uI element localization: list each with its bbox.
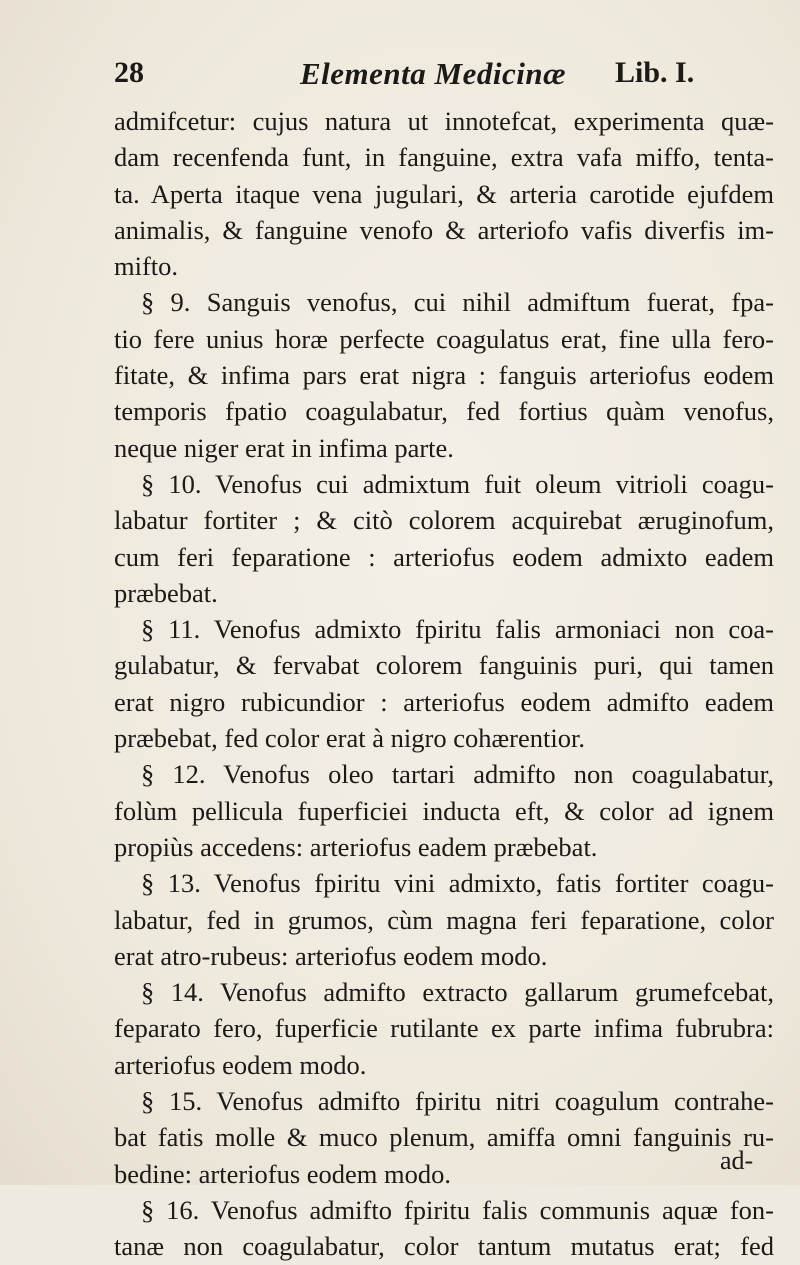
text-line: erat atro-rubeus: arteriofus eodem modo. [114, 940, 548, 971]
text-line: cum feri feparatione : arteriofus eodem admixto eadem [114, 541, 774, 572]
text-line: neque niger erat in infima parte. [114, 432, 454, 463]
text-line: labatur fortiter ; & citò colorem acquirebat æruginofum, [114, 505, 774, 536]
text-line: folùm pellicula fuperficiei inducta eft, & color ad ignem [114, 795, 774, 826]
text-line: § 9. Sanguis venofus, cui nihil admiftum fuerat, fpa- [141, 287, 774, 318]
book-reference: Lib. I. [615, 56, 695, 89]
text-line: erat nigro rubicundior : arteriofus eodem admifto eadem [114, 686, 774, 717]
text-line: præbebat, fed color erat à nigro cohærentior. [114, 723, 585, 754]
running-title: Elementa Medicinæ [300, 56, 566, 91]
text-line: propiùs accedens: arteriofus eadem præbebat. [114, 831, 598, 862]
text-line: § 12. Venofus oleo tartari admifto non coagulabatur, [141, 759, 774, 790]
text-body [114, 103, 774, 1265]
text-line: tio fere unius horæ perfecte coagulatus erat, fine ulla fero- [114, 323, 774, 354]
text-line: arteriofus eodem modo. [114, 1049, 367, 1080]
text-line: ta. Aperta itaque vena jugulari, & arteria carotide ejufdem [114, 178, 774, 209]
text-line: mifto. [114, 251, 179, 282]
page-header [0, 56, 800, 100]
text-line: gulabatur, & fervabat colorem fanguinis puri, qui tamen [114, 650, 774, 681]
text-line: præbebat. [114, 577, 218, 608]
text-line: tanæ non coagulabatur, color tantum mutatus erat; fed [114, 1231, 774, 1262]
text-line: admifcetur: cujus natura ut innotefcat, experimenta quæ- [114, 106, 774, 136]
page-number: 28 [114, 56, 144, 89]
text-line: fitate, & infima pars erat nigra : fanguis arteriofus eodem [114, 360, 774, 391]
text-line: animalis, & fanguine venofo & arteriofo vafis diverfis im- [114, 214, 774, 245]
text-line: temporis fpatio coagulabatur, fed fortius quàm venofus, [114, 396, 774, 427]
text-line: § 16. Venofus admifto fpiritu falis communis aquæ fon- [141, 1194, 774, 1225]
text-line: § 13. Venofus fpiritu vini admixto, fatis fortiter coagu- [141, 868, 774, 899]
catchword: ad- [720, 1146, 754, 1175]
text-line: dam recenfenda funt, in fanguine, extra vafa miffo, tenta- [114, 142, 774, 173]
text-line: § 14. Venofus admifto extracto gallarum grumefcebat, [141, 977, 774, 1008]
text-line: labatur, fed in grumos, cùm magna feri feparatione, color [114, 904, 774, 935]
text-line: § 10. Venofus cui admixtum fuit oleum vitrioli coagu- [141, 468, 774, 499]
text-line: § 11. Venofus admixto fpiritu falis armoniaci non coa- [141, 614, 774, 645]
text-line: bedine: arteriofus eodem modo. [114, 1158, 452, 1189]
text-line: bat fatis molle & muco plenum, amiffa omni fanguinis ru- [114, 1122, 774, 1153]
text-line: feparato fero, fuperficie rutilante ex parte infima fubrubra: [114, 1013, 774, 1044]
text-line: § 15. Venofus admifto fpiritu nitri coagulum contrahe- [141, 1086, 774, 1117]
